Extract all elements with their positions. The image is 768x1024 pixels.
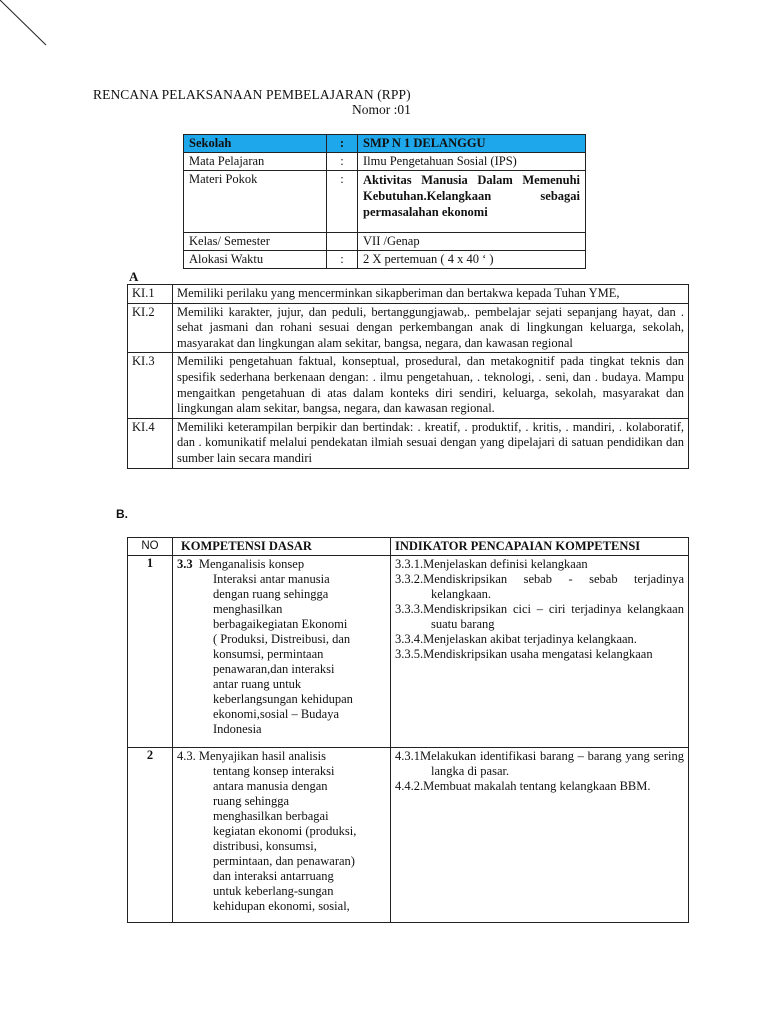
identity-label: Alokasi Waktu <box>184 251 327 269</box>
ki-row <box>128 303 689 353</box>
ki-text: Memiliki keterampilan berpikir dan bertindak: . kreatif, . produktif, . kritis, . mandiri, . kolaboratif, dan . komunikatif melalui pendekatan ilmiah sesuai dengan yang dipelajari di satuan pendidikan dan sumber lain secara mandiri <box>173 418 689 468</box>
kd-text-line: dan interaksi antarruang <box>213 869 334 883</box>
indicator-item: 4.4.2.Membuat makalah tentang kelangkaan BBM. <box>395 779 651 793</box>
identity-label: Sekolah <box>184 135 327 153</box>
indicator-item: 3.3.1.Menjelaskan definisi kelangkaan <box>395 557 588 571</box>
column-header-no: NO <box>128 538 173 556</box>
kd-text-line: untuk keberlang-sungan <box>213 884 334 898</box>
kd-text-line: ruang sehingga <box>213 794 290 808</box>
kd-text-line: kegiatan ekonomi (produksi, <box>213 824 357 838</box>
kd-header-row <box>128 538 689 556</box>
identity-row <box>184 233 586 251</box>
indicator-item: 3.3.3.Mendiskripsikan cici – ciri terjadinya kelangkaan suatu barang <box>395 602 684 631</box>
identity-label: Kelas/ Semester <box>184 233 327 251</box>
kd-first-text: Menyajikan hasil analisis <box>198 749 326 763</box>
column-header-indicator: INDIKATOR PENCAPAIAN KOMPETENSI <box>391 538 689 556</box>
identity-value: SMP N 1 DELANGGU <box>358 135 586 153</box>
kd-text-line: keberlangsungan kehidupan <box>213 692 353 706</box>
identity-value: Aktivitas Manusia Dalam Memenuhi Kebutuhan.Kelangkaan sebagai permasalahan ekonomi <box>358 171 586 233</box>
kd-text-line: berbagaikegiatan Ekonomi <box>213 617 348 631</box>
indicator-item: 3.3.5.Mendiskripsikan usaha mengatasi kelangkaan <box>395 647 653 661</box>
identity-separator: : <box>327 251 358 269</box>
identity-row <box>184 135 586 153</box>
page-title: RENCANA PELAKSANAAN PEMBELAJARAN (RPP) <box>93 87 411 102</box>
identity-value: 2 X pertemuan ( 4 x 40 ‘ ) <box>358 251 586 269</box>
row-number: 2 <box>128 748 173 923</box>
indicator-item: 3.3.2.Mendiskripsikan sebab - sebab terjadinya kelangkaan. <box>395 572 684 601</box>
kd-first-line <box>177 557 386 572</box>
kd-text-line: Indonesia <box>213 722 262 736</box>
row-number: 1 <box>128 556 173 748</box>
kd-first-text: Menganalisis konsep <box>198 557 305 571</box>
identity-label: Materi Pokok <box>184 171 327 233</box>
kd-text-line: permintaan, dan penawaran) <box>213 854 355 868</box>
kd-text-line: menghasilkan <box>213 602 283 616</box>
indicator-item: 4.3.1Melakukan identifikasi barang – barang yang sering langka di pasar. <box>395 749 684 778</box>
kd-text-line: konsumsi, permintaan <box>213 647 324 661</box>
kd-cell <box>173 748 391 923</box>
kd-cell <box>173 556 391 748</box>
kd-text-line: antara manusia dengan <box>213 779 328 793</box>
kd-first-line <box>177 749 386 764</box>
ki-code: KI.3 <box>128 353 173 418</box>
ki-text: Memiliki pengetahuan faktual, konseptual, prosedural, dan metakognitif pada tingkat teknis dan spesifik sederhana berkenaan dengan: . ilmu pengetahuan, . teknologi, . seni, dan . budaya. Mampu mengaitkan pengetahuan di atas dalam konteks diri sendiri, keluarga, sekolah, masyarakat dan lingkungan alam sekitar, bangsa, negara, dan kawasan regional. <box>173 353 689 418</box>
kd-text-line: tentang konsep interaksi <box>213 764 335 778</box>
kd-text-line: antar ruang untuk <box>213 677 302 691</box>
indicator-item: 3.3.4.Menjelaskan akibat terjadinya kelangkaan. <box>395 632 637 646</box>
ki-code: KI.1 <box>128 285 173 304</box>
section-b-label: B. <box>116 507 128 521</box>
identity-row <box>184 171 586 233</box>
corner-fold-line <box>0 0 48 48</box>
kd-text-line: distribusi, konsumsi, <box>213 839 317 853</box>
identity-separator <box>327 233 358 251</box>
column-header-kd: KOMPETENSI DASAR <box>173 538 391 556</box>
identity-row <box>184 153 586 171</box>
identity-value: VII /Genap <box>358 233 586 251</box>
kd-text-line: kehidupan ekonomi, sosial, <box>213 899 350 913</box>
basic-competency-table <box>127 537 689 923</box>
identity-table <box>183 134 586 269</box>
identity-label: Mata Pelajaran <box>184 153 327 171</box>
document-number: Nomor :01 <box>352 102 411 117</box>
kd-code: 3.3 <box>177 557 193 571</box>
kd-text-line: dengan ruang sehingga <box>213 587 329 601</box>
kd-text-line: penawaran,dan interaksi <box>213 662 335 676</box>
kd-text-line: Interaksi antar manusia <box>213 572 330 586</box>
identity-separator: : <box>327 171 358 233</box>
identity-separator: : <box>327 153 358 171</box>
core-competency-table <box>127 284 689 469</box>
identity-separator: : <box>327 135 358 153</box>
indicator-cell <box>391 556 689 748</box>
kd-row <box>128 556 689 748</box>
kd-text-line: ekonomi,sosial – Budaya <box>213 707 340 721</box>
ki-code: KI.2 <box>128 303 173 353</box>
indicator-cell <box>391 748 689 923</box>
kd-row <box>128 748 689 923</box>
kd-text-line: menghasilkan berbagai <box>213 809 329 823</box>
ki-text: Memiliki perilaku yang mencerminkan sikapberiman dan bertakwa kepada Tuhan YME, <box>173 285 689 304</box>
identity-row <box>184 251 586 269</box>
identity-value: Ilmu Pengetahuan Sosial (IPS) <box>358 153 586 171</box>
kd-code: 4.3. <box>177 749 196 763</box>
ki-row <box>128 418 689 468</box>
section-a-label: A <box>129 269 139 284</box>
ki-row <box>128 353 689 418</box>
ki-text: Memiliki karakter, jujur, dan peduli, bertanggungjawab,. pembelajar sejati sepanjang hayat, dan . sehat jasmani dan rohani sesuai dengan perkembangan anak di lingkungan keluarga, sekolah, masyarakat dan lingkungan alam sekitar, bangsa, negara, dan kawasan regional <box>173 303 689 353</box>
ki-row <box>128 285 689 304</box>
kd-lines <box>177 764 386 914</box>
ki-code: KI.4 <box>128 418 173 468</box>
kd-text-line: ( Produksi, Distreibusi, dan <box>213 632 351 646</box>
kd-lines <box>177 572 386 737</box>
